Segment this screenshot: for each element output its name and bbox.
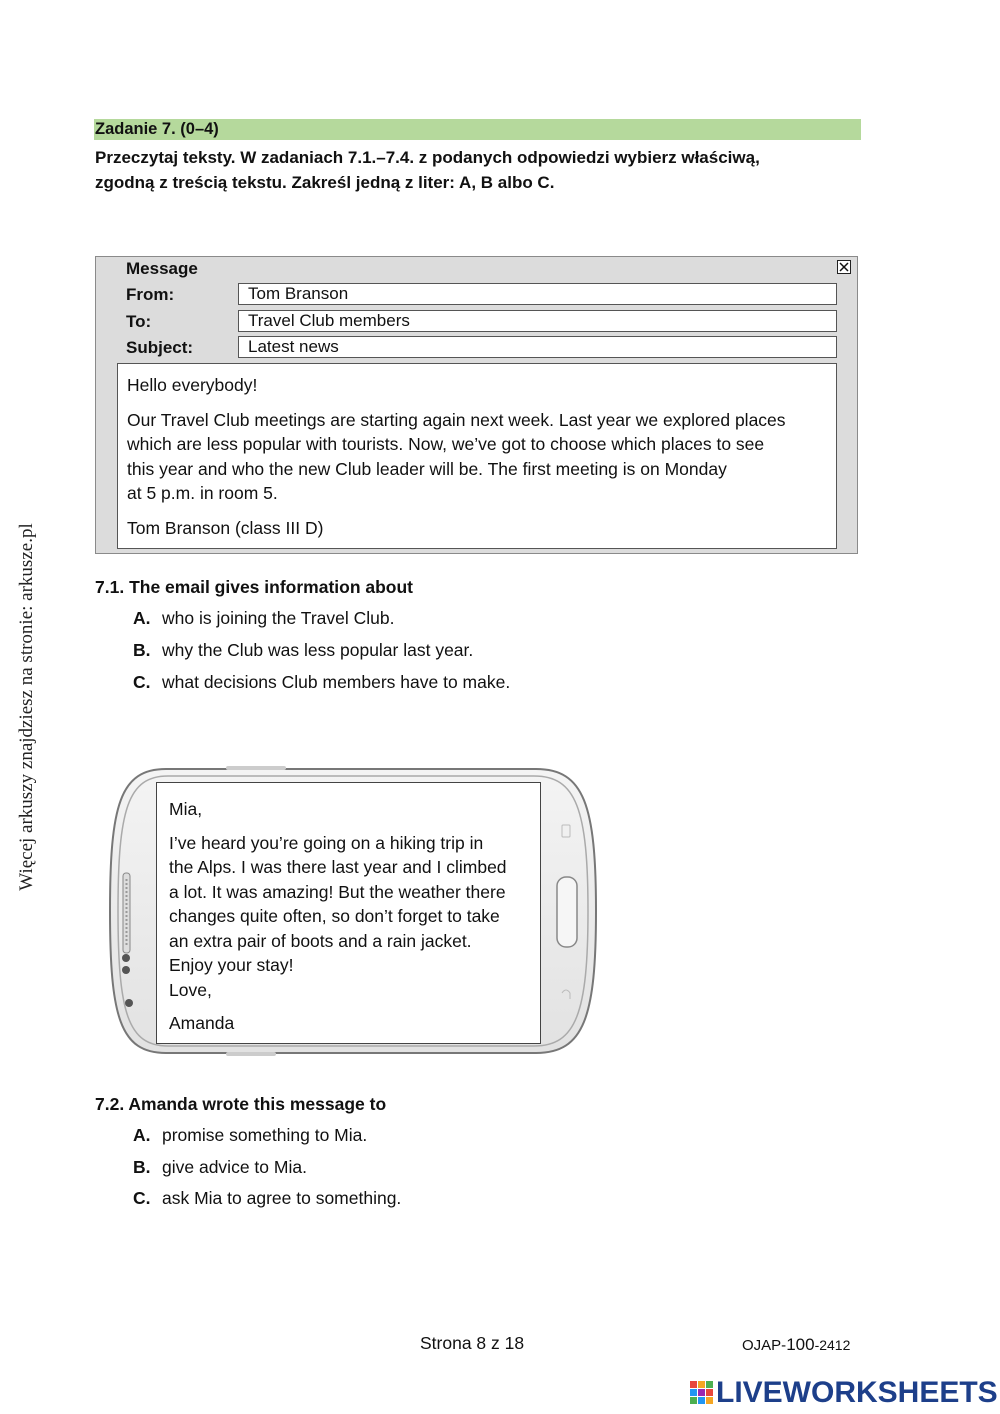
email-window-title: Message <box>126 259 198 278</box>
page-number: Strona 8 z 18 <box>420 1333 525 1353</box>
subject-label: Subject: <box>126 338 194 357</box>
sms-line-6: Enjoy your stay! <box>169 955 294 975</box>
phone-illustration <box>106 765 600 1057</box>
option-7-2-b[interactable] <box>133 1157 307 1178</box>
option-text: who is joining the Travel Club. <box>162 608 395 628</box>
email-window <box>95 256 858 554</box>
from-field: Tom Branson <box>238 283 837 305</box>
option-text: what decisions Club members have to make. <box>162 672 511 692</box>
close-icon[interactable] <box>837 260 851 274</box>
email-line-3: this year and who the new Club leader will be. The first meeting is on Monday <box>127 458 727 479</box>
side-watermark-text: Więcej arkuszy znajdziesz na stronie: arkusze.pl <box>16 523 37 891</box>
exam-code-main: 100 <box>786 1335 815 1354</box>
question-7-1 <box>95 577 413 598</box>
option-letter: C. <box>133 672 151 692</box>
task-header: Zadanie 7. (0–4) <box>94 119 861 140</box>
sms-line-2: the Alps. I was there last year and I climbed <box>169 857 507 877</box>
sms-signature: Amanda <box>169 1013 235 1033</box>
option-7-2-c[interactable] <box>133 1188 401 1209</box>
task-instructions <box>95 145 865 195</box>
email-body <box>117 363 837 549</box>
subject-field: Latest news <box>238 336 837 358</box>
email-paragraph <box>127 408 827 506</box>
question-number: 7.1. <box>95 577 125 597</box>
instructions-line-2: zgodną z treścią tekstu. Zakreśl jedną z liter: A, B albo C. <box>95 173 555 192</box>
question-title: The email gives information about <box>129 577 414 597</box>
option-text: promise something to Mia. <box>162 1125 368 1145</box>
option-text: why the Club was less popular last year. <box>162 640 474 660</box>
phone-screen <box>156 782 541 1044</box>
option-7-1-b[interactable] <box>133 640 473 661</box>
option-letter: A. <box>133 1125 151 1145</box>
from-label: From: <box>126 285 175 304</box>
liveworksheets-logo-icon <box>690 1381 714 1405</box>
option-7-1-a[interactable] <box>133 608 394 629</box>
exam-code-suffix: -2412 <box>814 1337 851 1353</box>
option-7-1-c[interactable] <box>133 672 510 693</box>
exam-code <box>742 1335 850 1355</box>
sms-line-1: I’ve heard you’re going on a hiking trip in <box>169 832 484 853</box>
option-letter: B. <box>133 640 151 660</box>
to-label: To: <box>126 312 152 331</box>
question-7-2 <box>95 1094 386 1115</box>
option-text: ask Mia to agree to something. <box>162 1188 402 1208</box>
sms-line-7: Love, <box>169 979 212 1000</box>
sms-line-4: changes quite often, so don’t forget to take <box>169 906 500 926</box>
brand-name: LIVEWORKSHEETS <box>716 1376 998 1410</box>
liveworksheets-brand[interactable] <box>690 1375 998 1411</box>
to-field: Travel Club members <box>238 310 837 332</box>
option-letter: A. <box>133 608 151 628</box>
sms-greeting: Mia, <box>169 799 203 819</box>
email-line-2: which are less popular with tourists. Now, we’ve got to choose which places to see <box>127 434 765 454</box>
option-letter: B. <box>133 1157 151 1177</box>
email-line-1: Our Travel Club meetings are starting again next week. Last year we explored places <box>127 409 786 430</box>
email-signature: Tom Branson (class III D) <box>127 517 324 538</box>
question-number: 7.2. <box>95 1094 125 1114</box>
question-title: Amanda wrote this message to <box>128 1094 387 1114</box>
email-line-4: at 5 p.m. in room 5. <box>127 483 278 503</box>
sms-line-5: an extra pair of boots and a rain jacket. <box>169 930 472 951</box>
email-greeting: Hello everybody! <box>127 375 258 395</box>
option-text: give advice to Mia. <box>162 1157 307 1177</box>
exam-code-prefix: OJAP- <box>742 1337 787 1354</box>
option-7-2-a[interactable] <box>133 1125 367 1146</box>
option-letter: C. <box>133 1188 151 1208</box>
instructions-line-1: Przeczytaj teksty. W zadaniach 7.1.–7.4. z podanych odpowiedzi wybierz właściwą, <box>95 148 760 167</box>
sms-line-3: a lot. It was amazing! But the weather there <box>169 881 506 902</box>
